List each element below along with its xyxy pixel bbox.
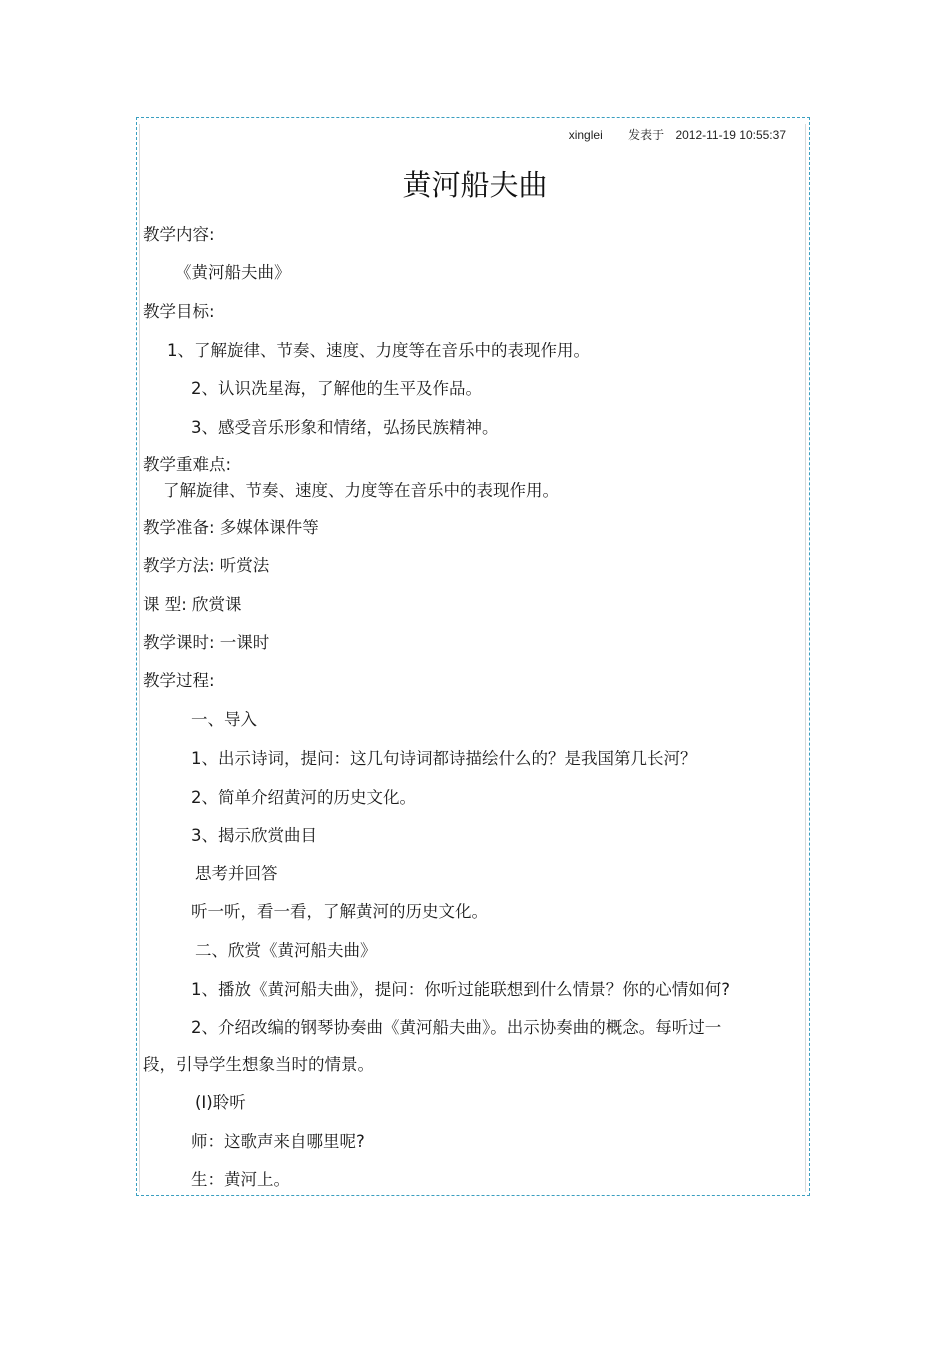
process-item: 2、介绍改编的钢琴协奏曲《黄河船夫曲》。出示协奏曲的概念。每听过一	[191, 1018, 722, 1037]
section-heading-content: 教学内容:	[143, 225, 215, 244]
document-title: 黄河船夫曲	[402, 168, 548, 202]
post-meta	[569, 126, 786, 143]
section-heading-process: 教学过程:	[143, 671, 215, 690]
key-points-text: 了解旋律、节奏、速度、力度等在音乐中的表现作用。	[163, 481, 559, 500]
process-item: 1、播放《黄河船夫曲》，提问：你听过能联想到什么情景？你的心情如何?	[191, 980, 731, 999]
process-step-listen: 二、欣赏《黄河船夫曲》	[195, 941, 377, 960]
process-item: 3、揭示欣赏曲目	[191, 826, 317, 845]
section-heading-goals: 教学目标:	[143, 302, 215, 321]
process-note: 思考并回答	[195, 864, 278, 883]
preparation-line: 教学准备: 多媒体课件等	[143, 518, 319, 537]
author-name: xinglei	[568, 128, 603, 142]
goal-item-3: 3、感受音乐形象和情绪，弘扬民族精神。	[191, 418, 499, 437]
method-line: 教学方法: 听赏法	[143, 556, 270, 575]
process-item: 2、简单介绍黄河的历史文化。	[191, 788, 416, 807]
dialogue-teacher: 师：这歌声来自哪里呢?	[191, 1132, 365, 1151]
section-heading-key-points: 教学重难点:	[143, 455, 232, 474]
process-step-intro: 一、导入	[191, 710, 257, 729]
goal-item-2: 2、认识冼星海，了解他的生平及作品。	[191, 379, 482, 398]
lesson-type-line: 课 型: 欣赏课	[143, 595, 242, 614]
process-item-continued: 段，引导学生想象当时的情景。	[143, 1055, 374, 1074]
posted-label: 发表于	[628, 128, 665, 142]
content-text: 《黄河船夫曲》	[175, 263, 291, 282]
post-timestamp: 2012-11-19 10:55:37	[675, 128, 786, 142]
goal-item-1: 1、了解旋律、节奏、速度、力度等在音乐中的表现作用。	[167, 341, 590, 360]
lesson-hours-line: 教学课时: 一课时	[143, 633, 270, 652]
process-item: 1、出示诗词，提问：这几句诗词都诗描绘什么的？是我国第几长河？	[191, 749, 697, 768]
process-subheading: (I)聆听	[195, 1093, 246, 1112]
process-note: 听一听，看一看，了解黄河的历史文化。	[191, 902, 488, 921]
dialogue-student: 生：黄河上。	[191, 1170, 290, 1189]
